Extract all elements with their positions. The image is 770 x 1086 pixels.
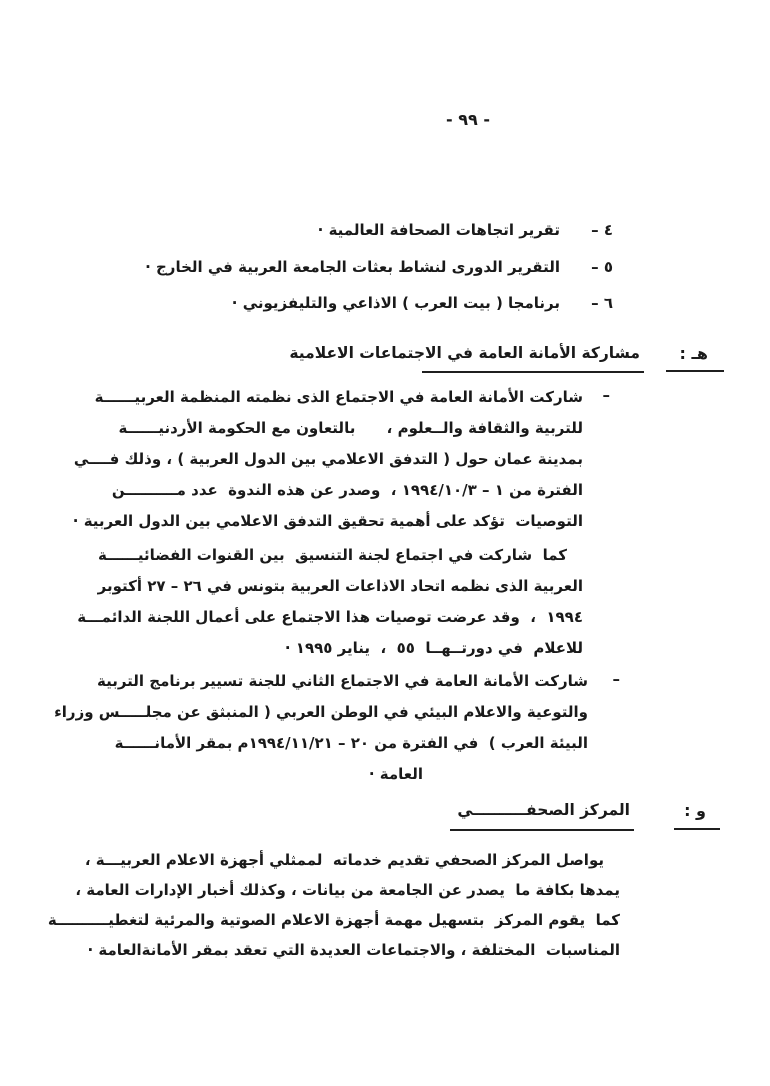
paragraph-line: ١٩٩٤ ، وقد عرضت توصيات هذا الاجتماع على أعمال اللجنة الدائمـــة xyxy=(77,608,583,626)
item-text: برنامجا ( بيت العرب ) الاذاعي والتليفزيوني · xyxy=(231,294,560,312)
section-e-marker-underline xyxy=(666,370,724,372)
paragraph-line: كما شاركت في اجتماع لجنة التنسيق بين القنوات الفضائيــــــة xyxy=(97,546,567,564)
paragraph xyxy=(48,845,620,965)
paragraph-line: شاركت الأمانة العامة في الاجتماع الذى نظمته المنظمة العربيــــــة xyxy=(94,388,583,406)
paragraph-line: بمدينة عمان حول ( التدفق الاعلامي بين الدول العربية ) ، وذلك فــــي xyxy=(73,450,583,468)
section-w-marker: و : xyxy=(684,801,706,820)
paragraph xyxy=(54,666,588,790)
section-w-marker-underline xyxy=(674,828,720,830)
section-w-title-underline xyxy=(450,829,634,831)
paragraph-line: التوصيات تؤكد على أهمية تحقيق التدفق الاعلامي بين الدول العربية · xyxy=(72,512,583,530)
item-number: ٦ – xyxy=(591,294,613,312)
paragraph xyxy=(73,382,583,537)
section-e-title-underline xyxy=(422,371,644,373)
paragraph-line: للاعلام في دورتــهــا ٥٥ ، يناير ١٩٩٥ · xyxy=(284,639,583,657)
bullet-dash: – xyxy=(612,670,620,688)
item-number: ٥ – xyxy=(591,258,613,276)
paragraph-line: الفترة من ١ – ١٩٩٤/١٠/٣ ، وصدر عن هذه الندوة عدد مــــــــــن xyxy=(111,481,583,499)
paragraph-line: كما يقوم المركز بتسهيل مهمة أجهزة الاعلام الصوتية والمرئية لتغطيــــــــــة xyxy=(47,911,620,929)
paragraph-line: العامة · xyxy=(368,765,423,783)
paragraph-line: المناسبات المختلفة ، والاجتماعات العديدة التي تعقد بمقر الأمانةالعامة · xyxy=(87,941,620,959)
paragraph-line: والتوعية والاعلام البيئي في الوطن العربي ( المنبثق عن مجلـــــس وزراء xyxy=(54,703,588,721)
paragraph-line: شاركت الأمانة العامة في الاجتماع الثاني للجنة تسيير برنامج التربية xyxy=(96,672,588,690)
item-number: ٤ – xyxy=(591,221,613,239)
page-number: - ٩٩ - xyxy=(446,110,490,129)
bullet-dash: – xyxy=(602,386,610,404)
section-e-title: مشاركة الأمانة العامة في الاجتماعات الاعلامية xyxy=(289,344,640,362)
paragraph-line: يواصل المركز الصحفي تقديم خدماته لممثلي أجهزة الاعلام العربيـــة ، xyxy=(84,851,604,869)
section-e-marker: هـ : xyxy=(679,344,708,363)
paragraph-line: العربية الذى نظمه اتحاد الاذاعات العربية بتونس في ٢٦ – ٢٧ أكتوبر xyxy=(97,577,583,595)
paragraph-line: يمدها بكافة ما يصدر عن الجامعة من بيانات ، وكذلك أخبار الإدارات العامة ، xyxy=(75,881,620,899)
paragraph-line: البيئة العرب ) في الفترة من ٢٠ – ١٩٩٤/١١/٢١م بمقر الأمانــــــة xyxy=(114,734,588,752)
paragraph xyxy=(77,540,583,664)
section-w-title: المركز الصحفــــــــــي xyxy=(457,801,630,819)
paragraph-line: للتربية والثقافة والــعلوم ، بالتعاون مع الحكومة الأردنيــــــة xyxy=(118,419,583,437)
item-text: تقرير اتجاهات الصحافة العالمية · xyxy=(317,221,560,239)
item-text: التقرير الدورى لنشاط بعثات الجامعة العربية في الخارج · xyxy=(145,258,560,276)
